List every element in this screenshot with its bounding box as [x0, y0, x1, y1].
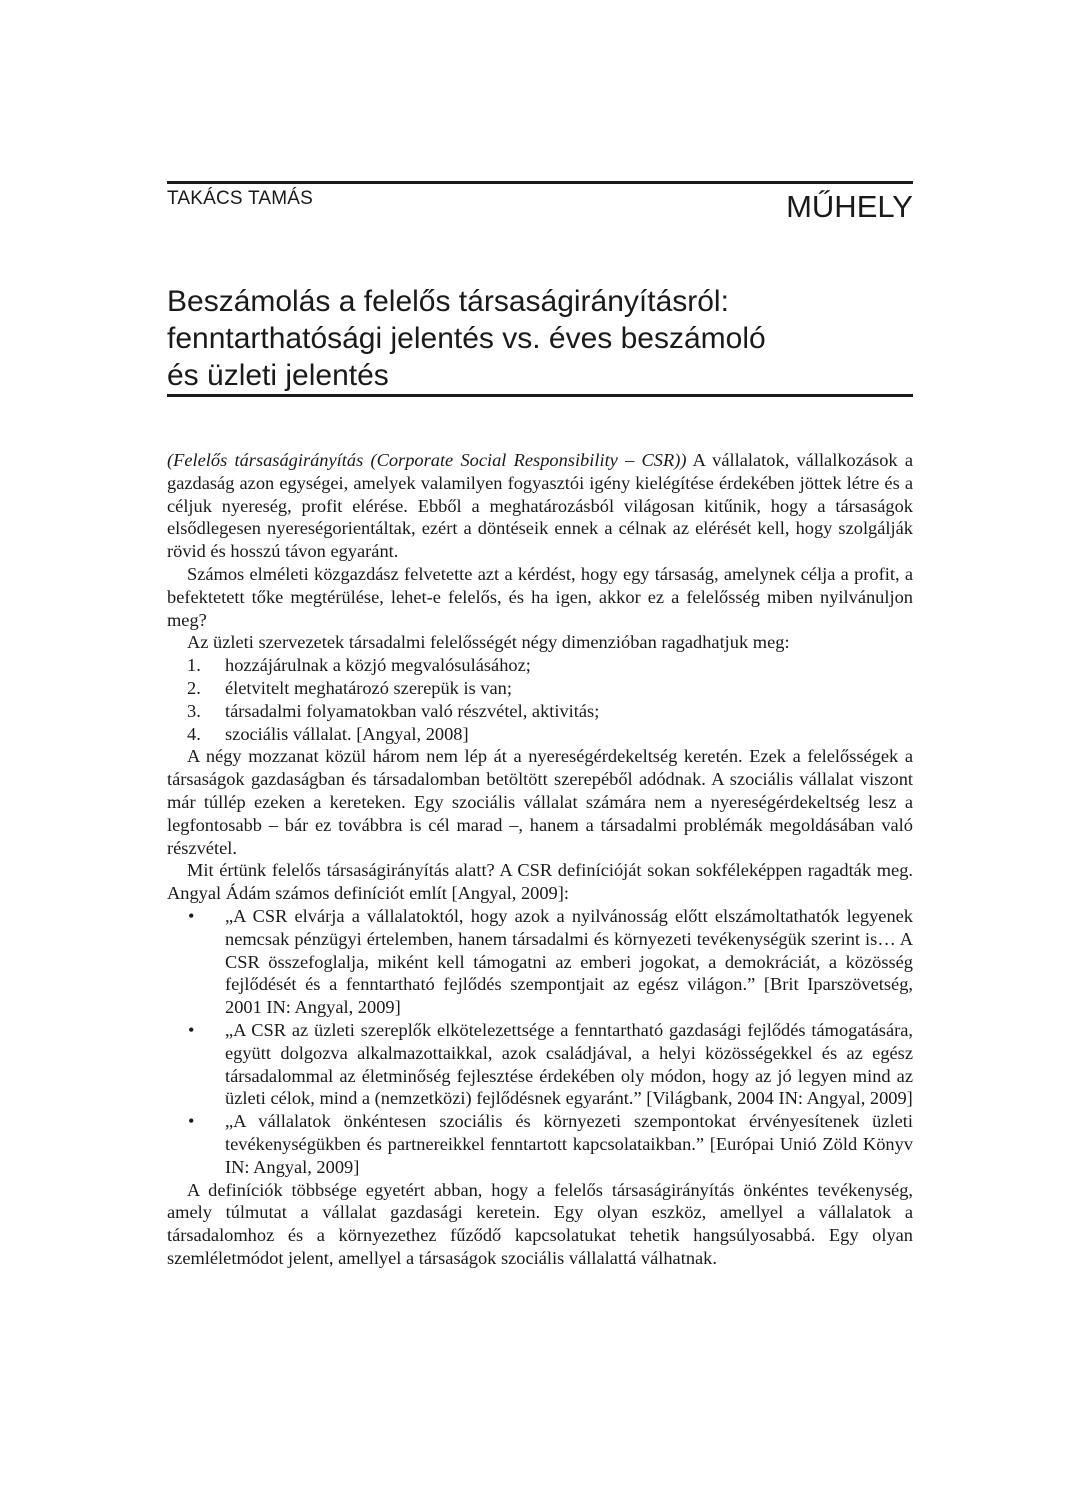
list-item-text: társadalmi folyamatokban való részvétel, aktivitás;: [225, 700, 600, 721]
definition-item: [167, 1110, 913, 1178]
definition-text: „A CSR az üzleti szereplők elkötelezettsége a fenntartható gazdasági fejlődés támogatására, együtt dolgozva alkalmazottaikkal, azok családjával, a helyi közösségekkel és az egész társadalommal az életminőség fejlesztése érdekében oly módon, hogy az jó legyen mind az üzleti célok, mind a (nemzetközi) fejlődésnek egyaránt.” [Világbank, 2004 IN: Angyal, 2009]: [225, 1019, 913, 1109]
title-rule: [167, 394, 913, 397]
list-number: 1.: [187, 655, 201, 676]
list-item-text: hozzájárulnak a közjó megvalósulásához;: [225, 655, 531, 676]
section-label: MŰHELY: [786, 189, 913, 224]
paragraph-5: Mit értünk felelős társaságirányítás alatt? A CSR definícióját sokan sokféleképpen ragadták meg. Angyal Ádám számos definíciót említ [Angyal, 2009]:: [167, 860, 913, 904]
paragraph-4: A négy mozzanat közül három nem lép át a nyereségérdekeltség keretén. Ezek a felelősségek a társaságok gazdaságban és társadalomban betöltött szerepéből adódnak. A szociális vállalat viszont már túllép ezeken a kereteken. Egy szociális vállalat számára nem a nyereségérdekeltség lesz a legfontosabb – bár ez továbbra is cél marad –, hanem a társadalmi problémák megoldásában való részvétel.: [167, 746, 913, 858]
list-number: 4.: [187, 723, 201, 744]
paragraph-1-text: A vállalatok, vállalkozások a gazdaság azon egységei, amelyek valamilyen fogyasztói igény kielégítése érdekében jöttek létre és a céljuk nyereség, profit elérése. Ebből a meghatározásból világosan kitűnik, hogy a társaságok elsődlegesen nyereségorientáltak, ezért a döntéseik ennek a célnak az elérését kell, hogy szolgálják rövid és hosszú távon egyaránt.: [167, 450, 913, 562]
paragraph-3: Az üzleti szervezetek társadalmi felelősségét négy dimenzióban ragadhatjuk meg:: [187, 632, 790, 653]
list-number: 2.: [187, 677, 201, 698]
bullet-icon: •: [188, 1019, 195, 1040]
definition-text: „A CSR elvárja a vállalatoktól, hogy azok a nyilvánosság előtt elszámoltathatók legyenek nemcsak pénzügyi értelemben, hanem társadalmi és környezeti tevékenységük szerint is… A CSR összefoglalja, miként kell támogatni az emberi jogokat, a demokráciát, a közösség fejlődését és a fenntartható fejlődés szempontjait az egész világon.” [Brit Iparszövetség, 2001 IN: Angyal, 2009]: [225, 905, 913, 1018]
list-item-text: szociális vállalat. [Angyal, 2008]: [225, 723, 469, 744]
list-item: [167, 723, 913, 746]
list-item: [167, 700, 913, 723]
definition-item: [167, 1019, 913, 1110]
article-title: [167, 283, 913, 394]
title-line-1: Beszámolás a felelős társaságirányításról:: [167, 285, 729, 318]
bullet-icon: •: [188, 905, 195, 926]
title-line-3: és üzleti jelentés: [167, 359, 389, 392]
list-item-text: életvitelt meghatározó szerepük is van;: [225, 677, 512, 698]
paragraph-2: Számos elméleti közgazdász felvetette azt a kérdést, hogy egy társaság, amelynek célja a profit, a befektetett tőke megtérülése, lehet-e felelős, és ha igen, akkor ez a felelősség miben nyilvánuljon meg?: [167, 563, 913, 630]
paragraph-1: [167, 449, 913, 563]
definition-list: [167, 905, 913, 1179]
definition-item: [167, 905, 913, 1019]
header-rule: [167, 181, 913, 184]
list-item: [167, 677, 913, 700]
article-body: [167, 449, 913, 1270]
paragraph-6: A definíciók többsége egyetért abban, hogy a felelős társaságirányítás önkéntes tevékenység, amely túlmutat a vállalat gazdasági keretein. Egy olyan eszköz, amellyel a vállalatok a társadalomhoz és a környezethez fűződő kapcsolatukat tehetik hangsúlyosabbá. Egy olyan szemléletmódot jelent, amellyel a társaságok szociális vállalattá válhatnak.: [167, 1179, 913, 1268]
paragraph-1-italic-lead: (Felelős társaságirányítás (Corporate Social Responsibility – CSR)): [167, 450, 687, 470]
numbered-list: [167, 654, 913, 745]
bullet-icon: •: [188, 1111, 195, 1132]
title-line-2: fenntarthatósági jelentés vs. éves beszámoló: [167, 322, 766, 355]
author-name: TAKÁCS TAMÁS: [167, 188, 313, 209]
list-number: 3.: [187, 700, 201, 721]
list-item: [167, 654, 913, 677]
definition-text: „A vállalatok önkéntesen szociális és környezeti szempontokat érvényesítenek üzleti tevékenységükben és partnereikkel fenntartott kapcsolataikban.” [Európai Unió Zöld Könyv IN: Angyal, 2009]: [225, 1111, 913, 1177]
